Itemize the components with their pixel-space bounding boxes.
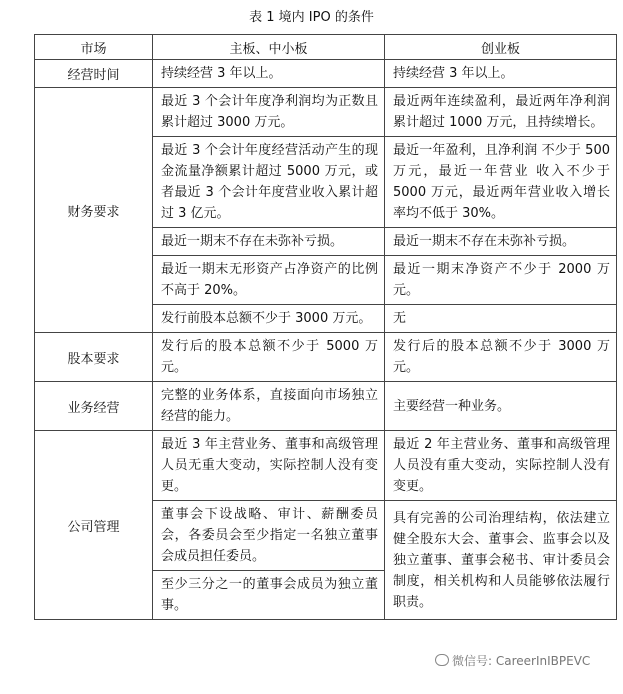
cell-main: 发行前股本总额不少于 3000 万元。 — [153, 305, 385, 333]
cell-main: 董事会下设战略、审计、薪酬委员会，各委员会至少指定一名独立董事会成员担任委员。 — [153, 501, 385, 571]
wechat-watermark — [435, 652, 590, 669]
cell-main: 最近一期末不存在未弥补亏损。 — [153, 228, 385, 256]
table-row — [35, 60, 617, 88]
cell-gem: 最近一期末不存在未弥补亏损。 — [385, 228, 617, 256]
wechat-icon — [435, 654, 449, 666]
cell-main: 最近一期末无形资产占净资产的比例不高于 20%。 — [153, 256, 385, 305]
cell-gem: 最近两年连续盈利，最近两年净利润累计超过 1000 万元，且持续增长。 — [385, 88, 617, 137]
cell-main: 最近 3 个会计年度净利润均为正数且累计超过 3000 万元。 — [153, 88, 385, 137]
cell-main: 完整的业务体系，直接面向市场独立经营的能力。 — [153, 382, 385, 431]
cell-main: 至少三分之一的董事会成员为独立董事。 — [153, 571, 385, 620]
cell-main: 最近 3 年主营业务、董事和高级管理人员无重大变动，实际控制人没有变更。 — [153, 431, 385, 501]
table-title: 表 1 境内 IPO 的条件 — [249, 10, 374, 25]
cell-gem: 具有完善的公司治理结构，依法建立健全股东大会、董事会、监事会以及独立董事、董事会秘书、审计委员会制度，相关机构和人员能够依法履行职责。 — [385, 501, 617, 620]
cell-gem: 最近一年盈利，且净利润 不少于 500 万元，最近一年营业 收入不少于 5000 万元，最近两年营业收入增长率均不低于 30%。 — [385, 137, 617, 228]
header-gem-board: 创业板 — [385, 35, 617, 60]
header-market: 市场 — [35, 35, 153, 60]
row-label-operating-time: 经营时间 — [35, 60, 153, 88]
cell-gem: 最近一期末净资产不少于 2000 万元。 — [385, 256, 617, 305]
cell-gem: 无 — [385, 305, 617, 333]
cell-gem: 发行后的股本总额不少于 3000 万元。 — [385, 333, 617, 382]
header-row — [35, 35, 617, 60]
row-label-financial: 财务要求 — [35, 88, 153, 333]
header-main-board: 主板、中小板 — [153, 35, 385, 60]
table-row — [35, 382, 617, 431]
cell-gem: 主要经营一种业务。 — [385, 382, 617, 431]
watermark-text: 微信号: CareerInIBPEVC — [452, 654, 591, 668]
table-row — [35, 333, 617, 382]
cell-main: 最近 3 个会计年度经营活动产生的现金流量净额累计超过 5000 万元，或者最近 3 个会计年度营业收入累计超过 3 亿元。 — [153, 137, 385, 228]
cell-gem: 持续经营 3 年以上。 — [385, 60, 617, 88]
row-label-business: 业务经营 — [35, 382, 153, 431]
cell-gem: 最近 2 年主营业务、董事和高级管理人员没有重大变动，实际控制人没有变更。 — [385, 431, 617, 501]
row-label-equity: 股本要求 — [35, 333, 153, 382]
cell-main: 发行后的股本总额不少于 5000 万元。 — [153, 333, 385, 382]
table-row — [35, 88, 617, 137]
ipo-conditions-table — [34, 34, 617, 620]
cell-main: 持续经营 3 年以上。 — [153, 60, 385, 88]
row-label-governance: 公司管理 — [35, 431, 153, 620]
table-row — [35, 431, 617, 501]
